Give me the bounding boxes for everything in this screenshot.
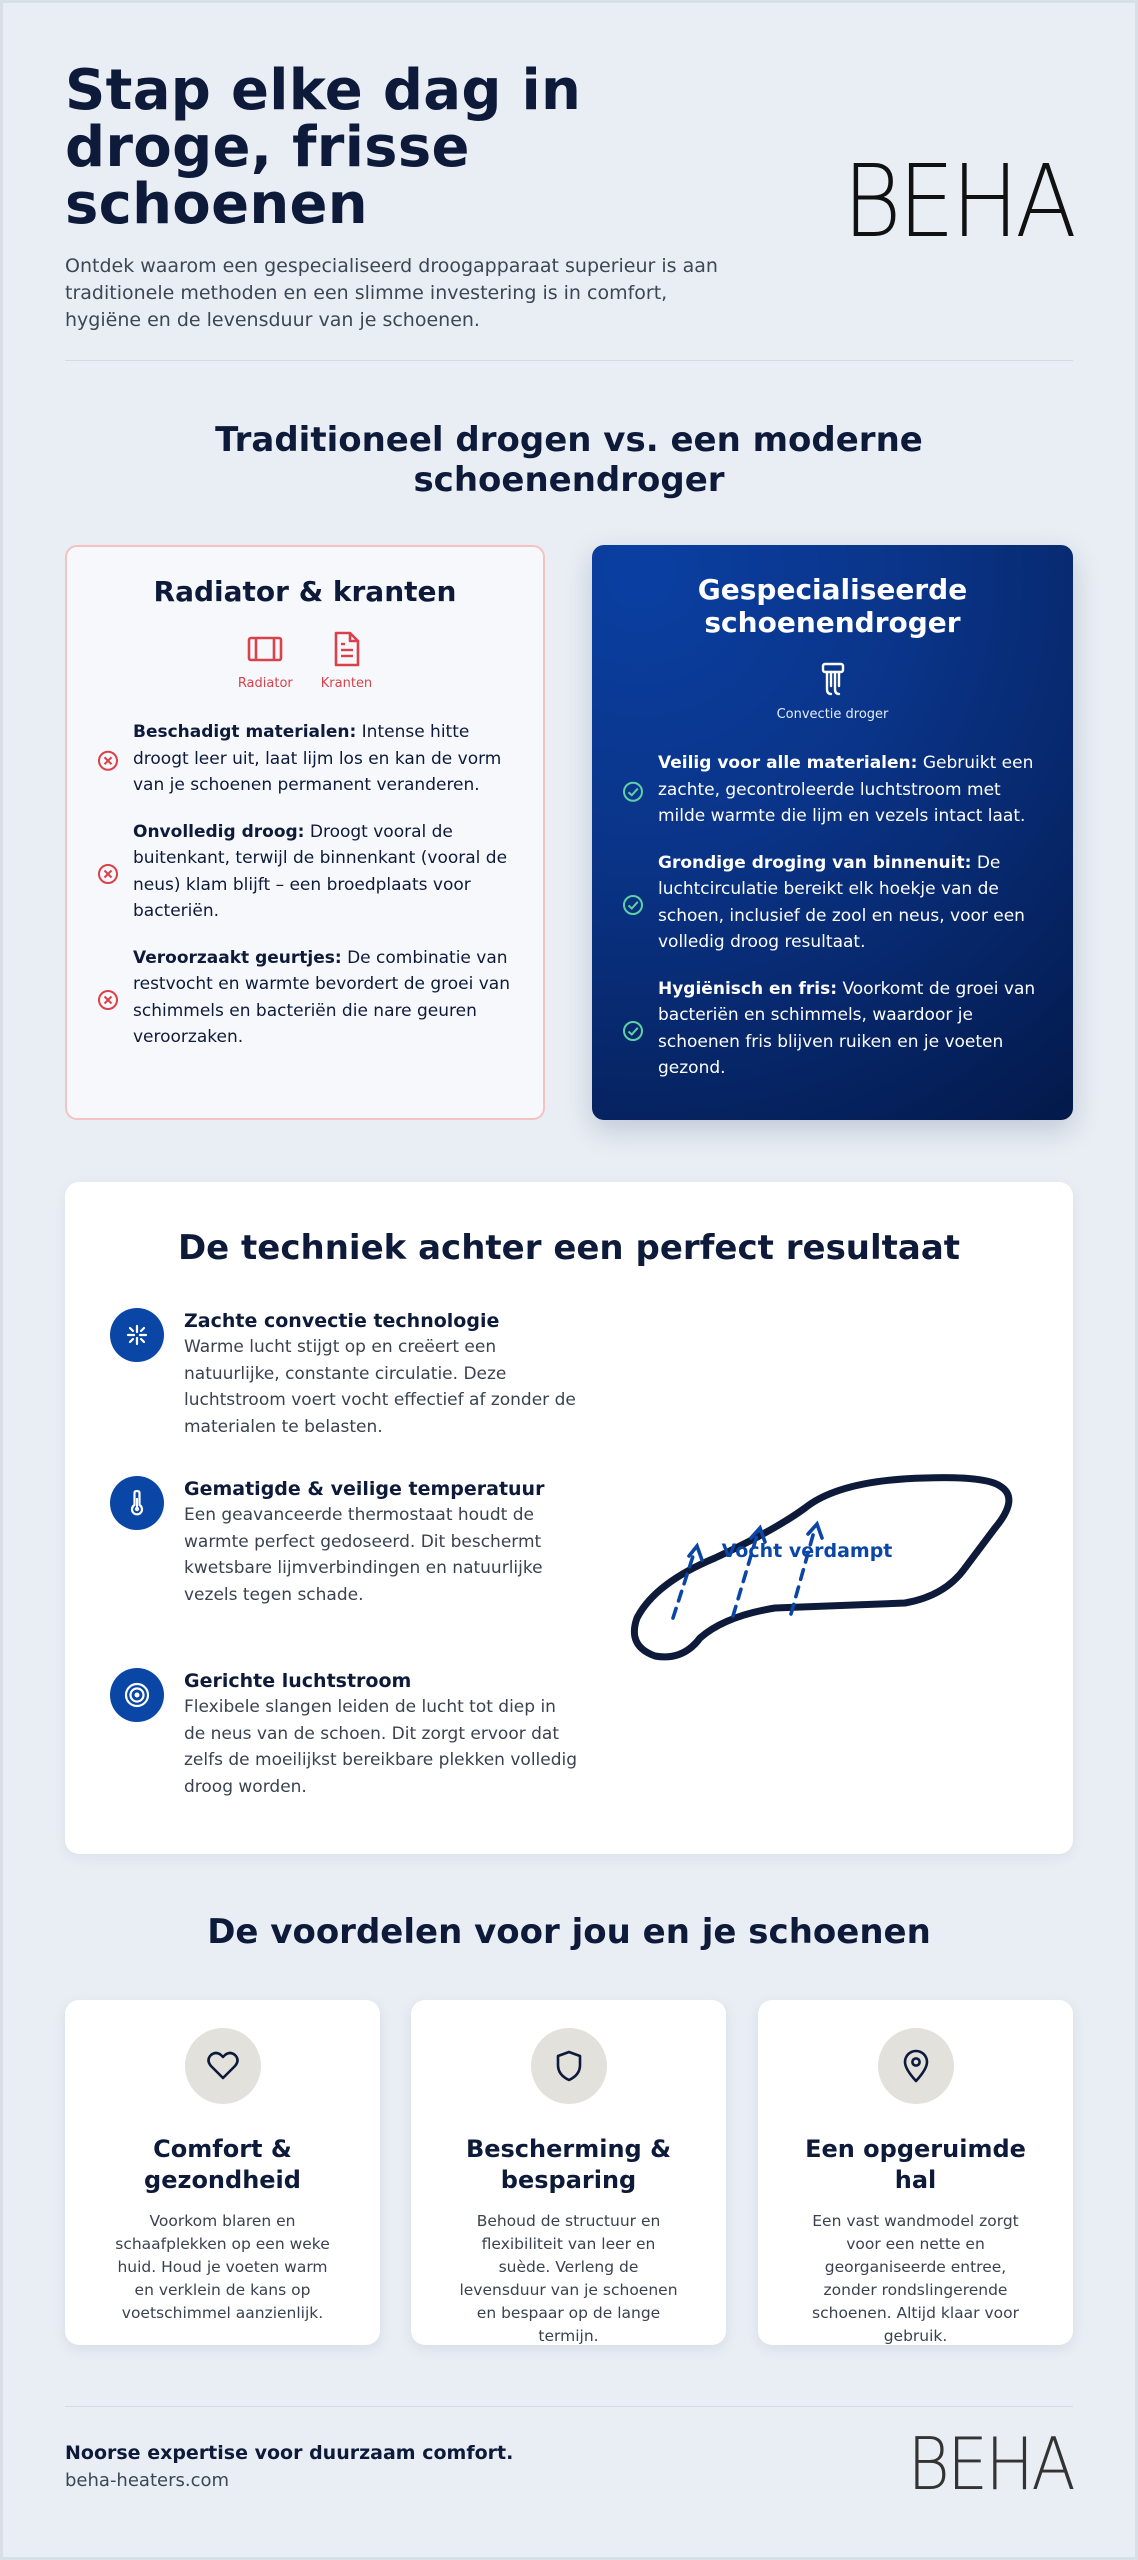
point-text: Voorkomt de groei van bacteriën en schimmels, waardoor je schoenen fris blijven ruiken en je voeten gezond. [658,978,1036,1078]
benefit-card-comfort [65,2000,380,2345]
newspaper-label: Kranten [320,676,373,691]
check-circle-icon [622,754,644,830]
radiator-icon [246,630,284,668]
feature-title: Gerichte luchtstroom [184,1670,412,1692]
cross-circle-icon [97,723,119,799]
point-heading: Onvolledig droog: [133,821,305,842]
point-text: Gebruikt een zachte, gecontroleerde luchtstroom met milde warmte die lijm en vezels intact laat. [658,753,1034,826]
modern-icons [622,661,1043,722]
point-text: De luchtcirculatie bereikt elk hoekje van de schoen, inclusief de zool en neus, voor een volledig droog resultaat. [658,852,1025,952]
traditional-icons [97,630,513,691]
convection-dryer-label: Convectie droger [776,707,889,722]
convection-dryer-item [777,661,889,722]
list-item [97,819,513,925]
newspaper-item [321,630,372,691]
benefits-title: De voordelen voor jou en je schoenen [207,1912,931,1952]
newspaper-icon [327,630,365,668]
shield-icon [531,2028,607,2104]
feature-text: Warme lucht stijgt op en creëert een natuurlijke, constante circulatie. Deze luchtstroom voert vocht effectief af zonder de materialen te belasten. [184,1337,576,1437]
divider [65,2406,1073,2407]
comparison-title: Traditioneel drogen vs. een moderne schoenendroger [215,420,923,500]
point-text: Droogt vooral de buitenkant, terwijl de binnenkant (vooral de neus) klam blijft – een broedplaats voor bacteriën. [133,821,508,921]
point-heading: Veroorzaakt geurtjes: [133,947,342,968]
benefit-title: Comfort & gezondheid [144,2135,301,2194]
location-pin-icon [878,2028,954,2104]
feature-text: Flexibele slangen leiden de lucht tot diep in de neus van de schoen. Dit zorgt ervoor dat zelfs de moeilijkst bereikbare plekken volledig droog worden. [184,1697,578,1797]
list-item [97,719,513,799]
radiator-label: Radiator [237,676,293,691]
benefit-text: Voorkom blaren en schaafplekken op een weke huid. Houd je voeten warm en verklein de kans op voetschimmel aanzienlijk. [115,2212,330,2322]
technique-title: De techniek achter een perfect resultaat [177,1228,961,1268]
traditional-card [65,545,545,1120]
feature-text: Een geavanceerde thermostaat houdt de warmte perfect gedoseerd. Dit beschermt kwetsbare lijmverbindingen en natuurlijke vezels tegen schade. [184,1505,543,1605]
traditional-points [97,719,513,1051]
benefit-card-hallway [758,2000,1073,2345]
list-item [622,850,1043,956]
heart-icon [185,2028,261,2104]
divider [65,360,1073,361]
list-item [622,976,1043,1082]
point-heading: Hygiënisch en fris: [658,978,838,999]
technique-section [65,1182,1073,1854]
traditional-card-title: Radiator & kranten [153,575,457,608]
footer-tagline: Noorse expertise voor duurzaam comfort. [65,2442,514,2464]
modern-card-title: Gespecialiseerde schoenendroger [697,573,968,639]
target-icon [110,1668,164,1722]
benefit-text: Behoud de structuur en flexibiliteit van leer en suède. Verleng de levensduur van je schoenen en bespaar op de lange termijn. [459,2212,678,2345]
convection-arrows-icon [110,1308,164,1362]
footer-url[interactable]: beha-heaters.com [65,2470,230,2491]
benefit-title: Bescherming & besparing [465,2135,672,2194]
check-circle-icon [622,980,644,1082]
evaporation-label: Vocht verdampt [721,1540,893,1562]
shoe-illustration [625,1468,1025,1688]
point-heading: Grondige droging van binnenuit: [658,852,972,873]
benefit-title: Een opgeruimde hal [805,2135,1026,2194]
feature-title: Gematigde & veilige temperatuur [184,1478,545,1500]
feature-title: Zachte convectie technologie [184,1310,500,1332]
footer-logo: BEHA [907,2422,1073,2506]
point-heading: Beschadigt materialen: [133,722,357,742]
page-title: Stap elke dag in droge, frisse schoenen [65,58,582,237]
thermometer-icon [110,1476,164,1530]
modern-card [592,545,1073,1120]
list-item [622,750,1043,830]
feature-temperature [110,1476,580,1608]
modern-points [622,750,1043,1082]
convection-dryer-icon [814,661,852,699]
feature-airflow [110,1668,580,1800]
check-circle-icon [622,854,644,956]
benefit-text: Een vast wandmodel zorgt voor een nette en georganiseerde entree, zonder rondslingerende schoenen. Altijd klaar voor gebruik. [812,2212,1019,2345]
list-item [97,945,513,1051]
brand-logo: BEHA [842,143,1073,260]
intro-text: Ontdek waarom een gespecialiseerd droogapparaat superieur is aan traditionele methoden en een slimme investering is in comfort, hygiëne en de levensduur van je schoenen. [65,255,718,331]
cross-circle-icon [97,823,119,925]
feature-convection [110,1308,580,1440]
cross-circle-icon [97,949,119,1051]
benefit-card-protection [411,2000,726,2345]
header [65,58,1073,334]
radiator-item [238,630,293,691]
point-heading: Veilig voor alle materialen: [658,753,918,773]
point-text: De combinatie van restvocht en warmte bevordert de groei van schimmels en bacteriën die nare geuren veroorzaken. [133,947,510,1047]
point-text: Intense hitte droogt leer uit, laat lijm los en kan de vorm van je schoenen permanent veranderen. [133,722,502,795]
